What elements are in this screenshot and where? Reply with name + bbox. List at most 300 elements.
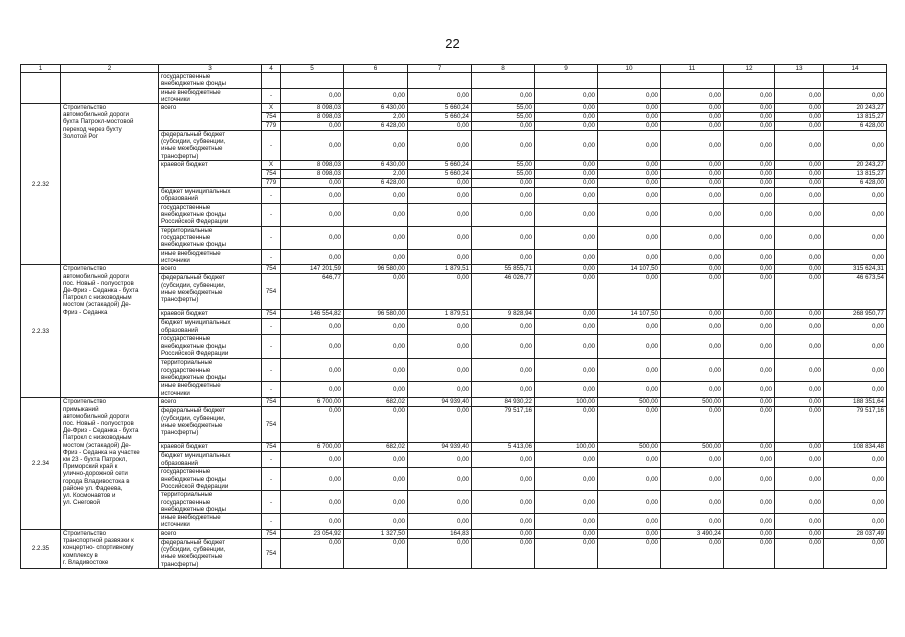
funding-source-cell: иные внебюджетные источники bbox=[159, 250, 262, 265]
funding-source-cell: территориальные государственные внебюджетные фонды bbox=[159, 359, 262, 382]
amount-cell: 0,00 bbox=[472, 468, 535, 491]
row-number-cell: 2.2.34 bbox=[21, 398, 61, 530]
amount-cell: 0,00 bbox=[535, 319, 598, 335]
amount-cell: 0,00 bbox=[281, 452, 344, 468]
amount-cell: 0,00 bbox=[472, 204, 535, 227]
amount-cell: 108 834,48 bbox=[824, 443, 887, 452]
amount-cell: 0,00 bbox=[661, 188, 724, 204]
amount-cell: 0,00 bbox=[472, 452, 535, 468]
amount-cell: 0,00 bbox=[775, 335, 824, 359]
funding-source-cell: государственные внебюджетные фонды Российской Федерации bbox=[159, 204, 262, 227]
amount-cell: 0,00 bbox=[824, 88, 887, 103]
amount-cell: 0,00 bbox=[724, 382, 775, 398]
amount-cell: 0,00 bbox=[661, 382, 724, 398]
amount-cell: 0,00 bbox=[344, 382, 408, 398]
amount-cell: 46 026,77 bbox=[472, 274, 535, 310]
amount-cell: 0,00 bbox=[344, 88, 408, 103]
amount-cell: 23 054,92 bbox=[281, 530, 344, 539]
amount-cell: 0,00 bbox=[281, 514, 344, 530]
amount-cell: 0,00 bbox=[408, 382, 472, 398]
amount-cell: 1 879,51 bbox=[408, 265, 472, 274]
column-header: 9 bbox=[535, 65, 598, 73]
amount-cell: 500,00 bbox=[661, 398, 724, 407]
amount-cell: 0,00 bbox=[535, 265, 598, 274]
amount-cell: 0,00 bbox=[724, 468, 775, 491]
amount-cell: 0,00 bbox=[535, 250, 598, 265]
amount-cell: 0,00 bbox=[724, 250, 775, 265]
amount-cell: 0,00 bbox=[535, 88, 598, 103]
amount-cell: 682,02 bbox=[344, 398, 408, 407]
funding-source-cell: всего bbox=[159, 265, 262, 274]
amount-cell: 0,00 bbox=[344, 468, 408, 491]
amount-cell: 0,00 bbox=[661, 161, 724, 170]
funding-source-cell: федеральный бюджет (субсидии, субвенции, иные межбюджетные трансферты) bbox=[159, 131, 262, 161]
amount-cell: 0,00 bbox=[472, 539, 535, 569]
code-cell: 754 bbox=[262, 539, 281, 569]
amount-cell: 0,00 bbox=[824, 335, 887, 359]
amount-cell: 0,00 bbox=[408, 122, 472, 131]
code-cell: - bbox=[262, 468, 281, 491]
amount-cell: 268 950,77 bbox=[824, 310, 887, 319]
amount-cell: 0,00 bbox=[408, 335, 472, 359]
amount-cell: 0,00 bbox=[661, 335, 724, 359]
funding-source-cell: иные внебюджетные источники bbox=[159, 514, 262, 530]
code-cell: 754 bbox=[262, 530, 281, 539]
amount-cell: 0,00 bbox=[535, 170, 598, 179]
amount-cell: 13 815,27 bbox=[824, 113, 887, 122]
amount-cell: 6 428,00 bbox=[824, 179, 887, 188]
amount-cell: 0,00 bbox=[824, 250, 887, 265]
amount-cell: 94 939,40 bbox=[408, 398, 472, 407]
funding-source-cell: территориальные государственные внебюджетные фонды bbox=[159, 491, 262, 514]
amount-cell: 0,00 bbox=[598, 179, 661, 188]
amount-cell: 0,00 bbox=[535, 468, 598, 491]
amount-cell bbox=[724, 73, 775, 88]
amount-cell: 0,00 bbox=[661, 468, 724, 491]
amount-cell: 0,00 bbox=[344, 539, 408, 569]
amount-cell bbox=[472, 73, 535, 88]
amount-cell: 0,00 bbox=[661, 179, 724, 188]
amount-cell bbox=[344, 73, 408, 88]
amount-cell: 0,00 bbox=[724, 161, 775, 170]
amount-cell bbox=[775, 73, 824, 88]
code-cell: - bbox=[262, 131, 281, 161]
amount-cell: 0,00 bbox=[472, 514, 535, 530]
amount-cell: 0,00 bbox=[408, 491, 472, 514]
amount-cell: 55,00 bbox=[472, 104, 535, 113]
amount-cell: 0,00 bbox=[724, 131, 775, 161]
amount-cell: 94 939,40 bbox=[408, 443, 472, 452]
amount-cell: 100,00 bbox=[535, 398, 598, 407]
amount-cell: 0,00 bbox=[598, 359, 661, 382]
funding-source-cell: бюджет муниципальных образований bbox=[159, 319, 262, 335]
amount-cell: 0,00 bbox=[661, 491, 724, 514]
amount-cell: 500,00 bbox=[661, 443, 724, 452]
amount-cell: 0,00 bbox=[824, 491, 887, 514]
amount-cell: 0,00 bbox=[724, 113, 775, 122]
amount-cell: 0,00 bbox=[724, 88, 775, 103]
column-header: 4 bbox=[262, 65, 281, 73]
amount-cell: 0,00 bbox=[598, 104, 661, 113]
amount-cell: 0,00 bbox=[775, 530, 824, 539]
amount-cell: 0,00 bbox=[775, 227, 824, 250]
amount-cell: 0,00 bbox=[775, 310, 824, 319]
amount-cell: 0,00 bbox=[724, 359, 775, 382]
amount-cell: 0,00 bbox=[472, 179, 535, 188]
amount-cell: 8 098,03 bbox=[281, 113, 344, 122]
amount-cell: 0,00 bbox=[472, 88, 535, 103]
amount-cell: 0,00 bbox=[724, 104, 775, 113]
amount-cell: 14 107,50 bbox=[598, 265, 661, 274]
amount-cell: 0,00 bbox=[472, 382, 535, 398]
amount-cell: 0,00 bbox=[661, 204, 724, 227]
amount-cell: 0,00 bbox=[408, 452, 472, 468]
amount-cell: 0,00 bbox=[535, 407, 598, 443]
amount-cell bbox=[661, 73, 724, 88]
amount-cell: 188 351,64 bbox=[824, 398, 887, 407]
amount-cell: 0,00 bbox=[472, 188, 535, 204]
amount-cell: 0,00 bbox=[824, 452, 887, 468]
table-row bbox=[21, 530, 887, 539]
amount-cell: 0,00 bbox=[824, 382, 887, 398]
amount-cell: 164,83 bbox=[408, 530, 472, 539]
amount-cell: 0,00 bbox=[824, 539, 887, 569]
column-header: 3 bbox=[159, 65, 262, 73]
code-cell: - bbox=[262, 452, 281, 468]
amount-cell: 0,00 bbox=[281, 131, 344, 161]
amount-cell: 0,00 bbox=[598, 204, 661, 227]
amount-cell: 20 243,27 bbox=[824, 161, 887, 170]
amount-cell: 0,00 bbox=[535, 179, 598, 188]
amount-cell: 315 624,31 bbox=[824, 265, 887, 274]
amount-cell: 0,00 bbox=[535, 382, 598, 398]
amount-cell: 0,00 bbox=[472, 250, 535, 265]
amount-cell: 682,02 bbox=[344, 443, 408, 452]
column-header: 11 bbox=[661, 65, 724, 73]
amount-cell: 0,00 bbox=[408, 319, 472, 335]
amount-cell: 0,00 bbox=[281, 359, 344, 382]
table-row bbox=[21, 104, 887, 113]
amount-cell: 0,00 bbox=[824, 188, 887, 204]
amount-cell: 0,00 bbox=[344, 227, 408, 250]
amount-cell: 0,00 bbox=[344, 188, 408, 204]
column-number-header bbox=[21, 65, 887, 73]
funding-source-cell: краевой бюджет bbox=[159, 443, 262, 452]
amount-cell: 0,00 bbox=[281, 122, 344, 131]
amount-cell: 0,00 bbox=[408, 88, 472, 103]
amount-cell: 100,00 bbox=[535, 443, 598, 452]
amount-cell: 28 037,49 bbox=[824, 530, 887, 539]
amount-cell: 0,00 bbox=[535, 204, 598, 227]
amount-cell bbox=[598, 73, 661, 88]
amount-cell: 0,00 bbox=[724, 170, 775, 179]
code-cell: - bbox=[262, 382, 281, 398]
code-cell: 754 bbox=[262, 274, 281, 310]
amount-cell: 0,00 bbox=[344, 514, 408, 530]
amount-cell: 0,00 bbox=[724, 539, 775, 569]
funding-source-cell: государственные внебюджетные фонды bbox=[159, 73, 262, 88]
amount-cell: 0,00 bbox=[724, 204, 775, 227]
amount-cell: 5 660,24 bbox=[408, 161, 472, 170]
amount-cell: 0,00 bbox=[598, 319, 661, 335]
amount-cell: 6 700,00 bbox=[281, 398, 344, 407]
amount-cell: 500,00 bbox=[598, 443, 661, 452]
amount-cell: 0,00 bbox=[724, 122, 775, 131]
amount-cell: 0,00 bbox=[408, 227, 472, 250]
amount-cell: 0,00 bbox=[281, 188, 344, 204]
amount-cell: 0,00 bbox=[535, 161, 598, 170]
amount-cell: 0,00 bbox=[775, 161, 824, 170]
amount-cell: 0,00 bbox=[661, 104, 724, 113]
amount-cell: 0,00 bbox=[724, 452, 775, 468]
column-header: 13 bbox=[775, 65, 824, 73]
amount-cell: 0,00 bbox=[661, 227, 724, 250]
amount-cell: 0,00 bbox=[281, 382, 344, 398]
amount-cell: 6 430,00 bbox=[344, 104, 408, 113]
amount-cell: 0,00 bbox=[535, 335, 598, 359]
column-header: 10 bbox=[598, 65, 661, 73]
amount-cell: 0,00 bbox=[824, 514, 887, 530]
amount-cell: 0,00 bbox=[661, 265, 724, 274]
amount-cell: 1 327,50 bbox=[344, 530, 408, 539]
amount-cell: 0,00 bbox=[281, 407, 344, 443]
amount-cell: 0,00 bbox=[535, 359, 598, 382]
amount-cell: 0,00 bbox=[281, 204, 344, 227]
code-cell: 754 bbox=[262, 265, 281, 274]
amount-cell: 0,00 bbox=[824, 204, 887, 227]
funding-source-cell: иные внебюджетные источники bbox=[159, 88, 262, 103]
code-cell: 779 bbox=[262, 122, 281, 131]
funding-source-cell: федеральный бюджет (субсидии, субвенции, иные межбюджетные трансферты) bbox=[159, 539, 262, 569]
funding-source-cell: государственные внебюджетные фонды Российской Федерации bbox=[159, 468, 262, 491]
amount-cell: 5 660,24 bbox=[408, 113, 472, 122]
amount-cell: 0,00 bbox=[824, 227, 887, 250]
amount-cell: 0,00 bbox=[344, 274, 408, 310]
amount-cell: 5 660,24 bbox=[408, 170, 472, 179]
amount-cell: 0,00 bbox=[472, 227, 535, 250]
amount-cell: 0,00 bbox=[775, 204, 824, 227]
amount-cell: 1 879,51 bbox=[408, 310, 472, 319]
code-cell: X bbox=[262, 104, 281, 113]
page-number: 22 bbox=[445, 36, 460, 51]
amount-cell: 0,00 bbox=[724, 335, 775, 359]
amount-cell: 20 243,27 bbox=[824, 104, 887, 113]
amount-cell: 0,00 bbox=[535, 227, 598, 250]
amount-cell: 0,00 bbox=[661, 113, 724, 122]
code-cell: - bbox=[262, 227, 281, 250]
amount-cell: 0,00 bbox=[408, 131, 472, 161]
amount-cell: 0,00 bbox=[724, 398, 775, 407]
amount-cell: 5 413,06 bbox=[472, 443, 535, 452]
amount-cell: 0,00 bbox=[472, 335, 535, 359]
amount-cell: 0,00 bbox=[281, 335, 344, 359]
amount-cell: 0,00 bbox=[472, 122, 535, 131]
amount-cell: 0,00 bbox=[598, 122, 661, 131]
amount-cell: 146 554,82 bbox=[281, 310, 344, 319]
amount-cell: 0,00 bbox=[281, 88, 344, 103]
amount-cell: 0,00 bbox=[661, 122, 724, 131]
amount-cell: 0,00 bbox=[661, 274, 724, 310]
column-header: 12 bbox=[724, 65, 775, 73]
amount-cell: 0,00 bbox=[281, 179, 344, 188]
amount-cell: 0,00 bbox=[344, 452, 408, 468]
amount-cell: 0,00 bbox=[775, 398, 824, 407]
amount-cell: 8 098,03 bbox=[281, 161, 344, 170]
code-cell: 754 bbox=[262, 113, 281, 122]
amount-cell: 0,00 bbox=[775, 359, 824, 382]
amount-cell: 0,00 bbox=[661, 452, 724, 468]
amount-cell: 0,00 bbox=[724, 514, 775, 530]
amount-cell: 0,00 bbox=[724, 530, 775, 539]
funding-source-cell: иные внебюджетные источники bbox=[159, 382, 262, 398]
amount-cell: 0,00 bbox=[598, 514, 661, 530]
amount-cell: 0,00 bbox=[775, 382, 824, 398]
funding-source-cell: федеральный бюджет (субсидии, субвенции, иные межбюджетные трансферты) bbox=[159, 407, 262, 443]
amount-cell: 46 673,54 bbox=[824, 274, 887, 310]
amount-cell: 2,00 bbox=[344, 113, 408, 122]
table-row bbox=[21, 398, 887, 407]
amount-cell: 0,00 bbox=[598, 188, 661, 204]
amount-cell: 0,00 bbox=[775, 104, 824, 113]
amount-cell: 0,00 bbox=[535, 122, 598, 131]
amount-cell: 8 098,03 bbox=[281, 170, 344, 179]
amount-cell: 0,00 bbox=[535, 310, 598, 319]
code-cell: 779 bbox=[262, 179, 281, 188]
amount-cell: 79 517,16 bbox=[472, 407, 535, 443]
object-name-cell: Строительство автомобильной дороги бухта Патрокл-мостовой переход через бухту Золотой Рог bbox=[61, 104, 159, 265]
amount-cell: 0,00 bbox=[775, 170, 824, 179]
amount-cell: 0,00 bbox=[724, 188, 775, 204]
table-row bbox=[21, 73, 887, 88]
amount-cell: 0,00 bbox=[408, 514, 472, 530]
funding-source-cell: бюджет муниципальных образований bbox=[159, 188, 262, 204]
amount-cell: 96 580,00 bbox=[344, 265, 408, 274]
object-name-cell: Строительство автомобильной дороги пос. Новый - полуостров Де-Фриз - Седанка - бухта Патрокл с низководным мостом (эстакадой) Де- Фриз - Седанка bbox=[61, 265, 159, 398]
code-cell: X bbox=[262, 161, 281, 170]
amount-cell: 0,00 bbox=[824, 468, 887, 491]
amount-cell: 0,00 bbox=[408, 359, 472, 382]
amount-cell: 0,00 bbox=[598, 452, 661, 468]
amount-cell: 0,00 bbox=[408, 179, 472, 188]
amount-cell: 0,00 bbox=[281, 539, 344, 569]
amount-cell: 0,00 bbox=[281, 468, 344, 491]
amount-cell: 0,00 bbox=[775, 491, 824, 514]
amount-cell: 0,00 bbox=[535, 274, 598, 310]
code-cell: 754 bbox=[262, 310, 281, 319]
object-name-cell: Строительство примыканий автомобильной дороги пос. Новый - полуостров Де-Фриз - Седанка - бухта Патрокл с низководным мостом (эстакадой) Де- Фриз - Седанка на участке км 23 - бухта Патрокл, Приморский край к улично-дорожной сети города Владивостока в районе ул. Фадеева, ул. Космонавтов и ул. Снеговой bbox=[61, 398, 159, 530]
code-cell: - bbox=[262, 335, 281, 359]
amount-cell: 0,00 bbox=[724, 179, 775, 188]
amount-cell bbox=[408, 73, 472, 88]
amount-cell: 3 490,24 bbox=[661, 530, 724, 539]
amount-cell: 0,00 bbox=[535, 452, 598, 468]
amount-cell: 0,00 bbox=[661, 250, 724, 265]
code-cell bbox=[262, 73, 281, 88]
amount-cell: 0,00 bbox=[281, 491, 344, 514]
amount-cell: 0,00 bbox=[661, 88, 724, 103]
column-header: 6 bbox=[344, 65, 408, 73]
amount-cell: 0,00 bbox=[775, 443, 824, 452]
amount-cell: 0,00 bbox=[281, 250, 344, 265]
amount-cell: 0,00 bbox=[408, 250, 472, 265]
amount-cell: 500,00 bbox=[598, 398, 661, 407]
amount-cell: 0,00 bbox=[775, 452, 824, 468]
amount-cell: 0,00 bbox=[775, 250, 824, 265]
amount-cell: 0,00 bbox=[724, 227, 775, 250]
row-number-cell bbox=[21, 73, 61, 104]
amount-cell: 646,77 bbox=[281, 274, 344, 310]
amount-cell: 0,00 bbox=[724, 310, 775, 319]
amount-cell: 96 580,00 bbox=[344, 310, 408, 319]
amount-cell: 0,00 bbox=[661, 310, 724, 319]
amount-cell: 0,00 bbox=[724, 491, 775, 514]
amount-cell: 0,00 bbox=[344, 359, 408, 382]
amount-cell: 6 428,00 bbox=[824, 122, 887, 131]
amount-cell: 0,00 bbox=[661, 170, 724, 179]
amount-cell: 0,00 bbox=[598, 170, 661, 179]
code-cell: 754 bbox=[262, 443, 281, 452]
amount-cell: 0,00 bbox=[775, 319, 824, 335]
amount-cell: 0,00 bbox=[344, 204, 408, 227]
amount-cell: 0,00 bbox=[344, 335, 408, 359]
amount-cell: 0,00 bbox=[472, 491, 535, 514]
amount-cell: 8 098,03 bbox=[281, 104, 344, 113]
funding-source-cell: территориальные государственные внебюджетные фонды bbox=[159, 227, 262, 250]
amount-cell: 0,00 bbox=[598, 335, 661, 359]
amount-cell: 55,00 bbox=[472, 161, 535, 170]
amount-cell: 0,00 bbox=[775, 188, 824, 204]
amount-cell: 0,00 bbox=[598, 88, 661, 103]
amount-cell: 0,00 bbox=[535, 491, 598, 514]
amount-cell: 0,00 bbox=[598, 161, 661, 170]
funding-source-cell: бюджет муниципальных образований bbox=[159, 452, 262, 468]
amount-cell: 2,00 bbox=[344, 170, 408, 179]
amount-cell: 0,00 bbox=[535, 188, 598, 204]
amount-cell: 0,00 bbox=[775, 539, 824, 569]
amount-cell: 6 428,00 bbox=[344, 179, 408, 188]
funding-source-cell: краевой бюджет bbox=[159, 161, 262, 188]
amount-cell: 9 828,94 bbox=[472, 310, 535, 319]
amount-cell bbox=[824, 73, 887, 88]
column-header: 14 bbox=[824, 65, 887, 73]
amount-cell: 147 201,59 bbox=[281, 265, 344, 274]
amount-cell: 0,00 bbox=[598, 468, 661, 491]
amount-cell: 0,00 bbox=[472, 131, 535, 161]
code-cell: 754 bbox=[262, 407, 281, 443]
amount-cell: 0,00 bbox=[344, 407, 408, 443]
amount-cell: 6 428,00 bbox=[344, 122, 408, 131]
row-number-cell: 2.2.32 bbox=[21, 104, 61, 265]
amount-cell: 14 107,50 bbox=[598, 310, 661, 319]
code-cell: 754 bbox=[262, 170, 281, 179]
amount-cell bbox=[281, 73, 344, 88]
object-name-cell: Строительство транспортной развязки к концертно- спортивному комплексу в г. Владивостоке bbox=[61, 530, 159, 569]
amount-cell: 0,00 bbox=[598, 530, 661, 539]
amount-cell: 0,00 bbox=[775, 407, 824, 443]
amount-cell: 55,00 bbox=[472, 113, 535, 122]
object-name-cell bbox=[61, 73, 159, 104]
row-number-cell: 2.2.35 bbox=[21, 530, 61, 569]
amount-cell: 0,00 bbox=[661, 539, 724, 569]
amount-cell: 0,00 bbox=[408, 204, 472, 227]
amount-cell: 0,00 bbox=[775, 514, 824, 530]
amount-cell: 0,00 bbox=[824, 359, 887, 382]
column-header: 2 bbox=[61, 65, 159, 73]
amount-cell: 0,00 bbox=[408, 407, 472, 443]
amount-cell: 0,00 bbox=[598, 227, 661, 250]
funding-source-cell: всего bbox=[159, 530, 262, 539]
amount-cell: 0,00 bbox=[598, 250, 661, 265]
